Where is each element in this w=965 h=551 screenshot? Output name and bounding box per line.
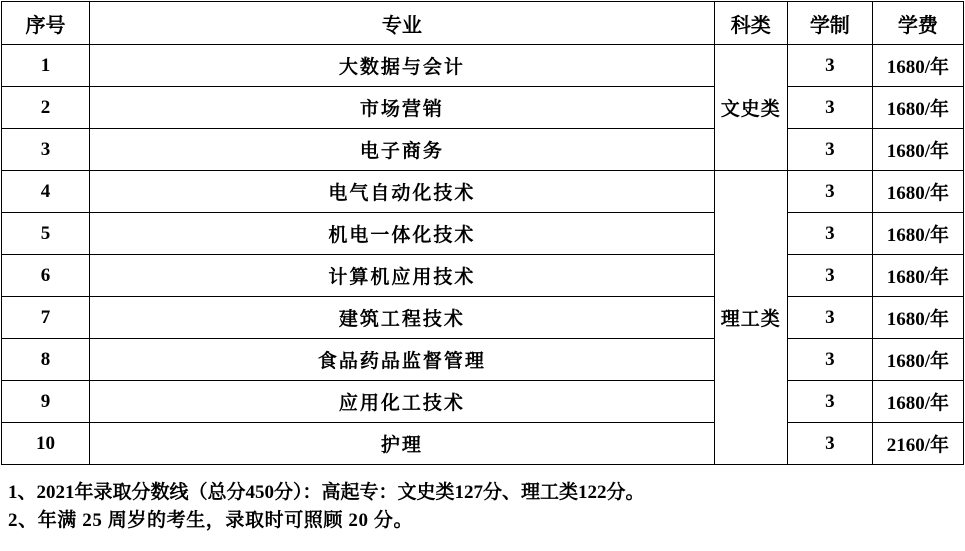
cell-major: 应用化工技术: [90, 381, 715, 423]
footnote-age-bonus: 2、年满 25 周岁的考生，录取时可照顾 20 分。: [8, 509, 414, 531]
table-header: [2, 2, 964, 45]
cell-fee: 1680/年: [872, 87, 963, 129]
cell-no: 2: [2, 87, 90, 129]
document-page: [0, 1, 965, 551]
cell-fee: 1680/年: [872, 171, 963, 213]
cell-fee: 1680/年: [872, 255, 963, 297]
cell-major: 电子商务: [90, 129, 715, 171]
cell-system: 3: [787, 339, 872, 381]
cell-major: 护理: [90, 423, 715, 465]
cell-category-ligong: 理工类: [714, 171, 787, 465]
cell-system: 3: [787, 297, 872, 339]
cell-major: 市场营销: [90, 87, 715, 129]
cell-system: 3: [787, 129, 872, 171]
cell-no: 7: [2, 297, 90, 339]
cell-fee: 1680/年: [872, 45, 963, 87]
cell-fee: 2160/年: [872, 423, 963, 465]
cell-major: 食品药品监督管理: [90, 339, 715, 381]
table-body: [2, 45, 964, 465]
column-header-system: 学制: [787, 2, 872, 45]
table-row: [2, 297, 964, 339]
cell-major: 建筑工程技术: [90, 297, 715, 339]
footnote-score-line: 1、2021年录取分数线（总分450分）：高起专：文史类127分、理工类122分。: [8, 482, 645, 503]
cell-no: 10: [2, 423, 90, 465]
cell-no: 3: [2, 129, 90, 171]
table-row: [2, 381, 964, 423]
cell-fee: 1680/年: [872, 339, 963, 381]
cell-fee: 1680/年: [872, 129, 963, 171]
cell-system: 3: [787, 381, 872, 423]
major-enrollment-table: [1, 1, 964, 465]
table-row: [2, 213, 964, 255]
cell-system: 3: [787, 171, 872, 213]
cell-major: 机电一体化技术: [90, 213, 715, 255]
table-row: [2, 423, 964, 465]
table-row: [2, 171, 964, 213]
column-header-fee: 学费: [872, 2, 963, 45]
cell-fee: 1680/年: [872, 297, 963, 339]
cell-major: 电气自动化技术: [90, 171, 715, 213]
cell-fee: 1680/年: [872, 381, 963, 423]
table-row: [2, 339, 964, 381]
cell-no: 1: [2, 45, 90, 87]
cell-major: 大数据与会计: [90, 45, 715, 87]
cell-system: 3: [787, 45, 872, 87]
cell-system: 3: [787, 255, 872, 297]
table-row: [2, 45, 964, 87]
cell-no: 4: [2, 171, 90, 213]
column-header-major: 专业: [90, 2, 715, 45]
cell-no: 8: [2, 339, 90, 381]
cell-major: 计算机应用技术: [90, 255, 715, 297]
cell-system: 3: [787, 87, 872, 129]
cell-system: 3: [787, 423, 872, 465]
cell-no: 9: [2, 381, 90, 423]
cell-no: 5: [2, 213, 90, 255]
cell-no: 6: [2, 255, 90, 297]
table-header-row: [2, 2, 964, 45]
cell-category-wenshi: 文史类: [714, 45, 787, 171]
cell-fee: 1680/年: [872, 213, 963, 255]
column-header-no: 序号: [2, 2, 90, 45]
footnotes: [8, 479, 965, 534]
column-header-category: 科类: [714, 2, 787, 45]
table-row: [2, 255, 964, 297]
cell-system: 3: [787, 213, 872, 255]
table-row: [2, 129, 964, 171]
table-row: [2, 87, 964, 129]
